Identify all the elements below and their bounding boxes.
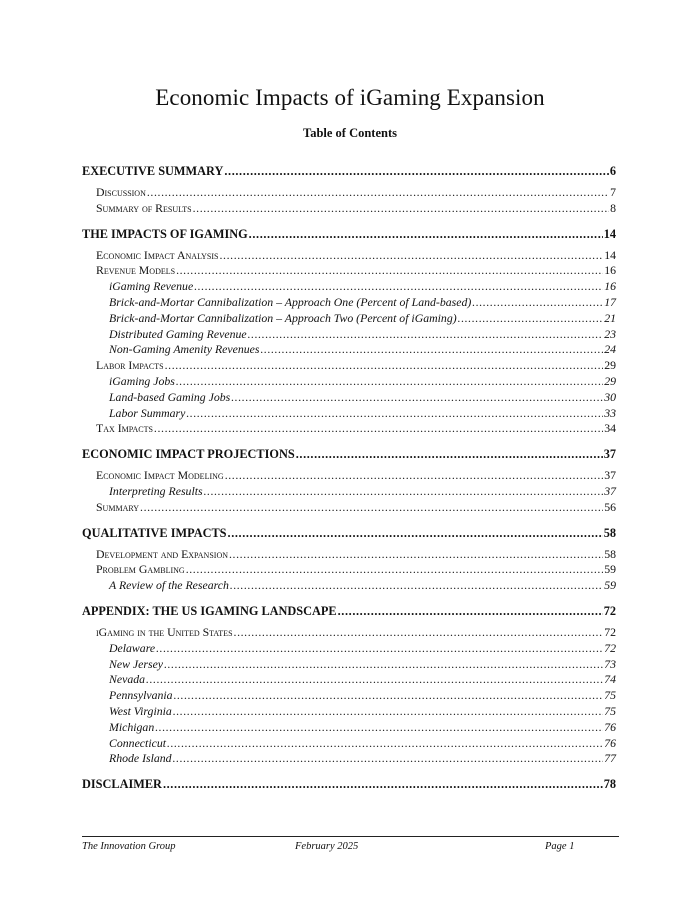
toc-entry-page: 6 — [609, 164, 616, 178]
toc-subsection-entry[interactable] — [82, 468, 616, 484]
toc-subsection-entry[interactable] — [82, 500, 616, 516]
toc-entry-page: 56 — [604, 499, 616, 514]
toc-entry-title: Tax Impacts — [96, 421, 153, 436]
toc-entry-page: 76 — [604, 735, 616, 750]
document-title: Economic Impacts of iGaming Expansion — [155, 85, 545, 110]
toc-dot-leader — [193, 201, 609, 217]
toc-subsection-entry[interactable] — [82, 547, 616, 563]
toc-entry-title: Labor Impacts — [96, 358, 164, 373]
toc-dot-leader — [472, 295, 603, 311]
toc-entry-page: 59 — [604, 562, 616, 577]
toc-section-entry[interactable] — [82, 446, 616, 463]
toc-subsubsection-entry[interactable] — [82, 311, 616, 327]
toc-subsection-entry[interactable] — [82, 185, 616, 201]
toc-dot-leader — [230, 578, 603, 594]
toc-subsubsection-entry[interactable] — [82, 641, 616, 657]
footer-page-number: Page 1 — [545, 841, 575, 852]
toc-subsection-entry[interactable] — [82, 358, 616, 374]
toc-entry-page: 16 — [604, 263, 616, 278]
toc-entry-title: Connecticut — [109, 735, 167, 750]
toc-entry-page: 59 — [604, 578, 616, 593]
toc-subsubsection-entry[interactable] — [82, 704, 616, 720]
toc-subsubsection-entry[interactable] — [82, 342, 616, 358]
toc-entry-page: 34 — [604, 421, 616, 436]
toc-dot-leader — [147, 185, 609, 201]
toc-section-entry[interactable] — [82, 226, 616, 243]
toc-dot-leader — [296, 446, 603, 463]
toc-entry-title: Rhode Island — [109, 751, 172, 766]
toc-dot-leader — [176, 263, 603, 279]
toc-entry-title: Delaware — [109, 640, 156, 655]
toc-dot-leader — [174, 688, 604, 704]
toc-subsection-entry[interactable] — [82, 625, 616, 641]
toc-subsubsection-entry[interactable] — [82, 390, 616, 406]
toc-subsubsection-entry[interactable] — [82, 657, 616, 673]
toc-dot-leader — [220, 248, 604, 264]
toc-subsection-entry[interactable] — [82, 562, 616, 578]
toc-entry-page: 75 — [604, 703, 616, 718]
toc-entry-title: Economic Impact Analysis — [96, 247, 219, 262]
toc-entry-page: 16 — [604, 279, 616, 294]
toc-dot-leader — [194, 279, 603, 295]
toc-dot-leader — [248, 327, 604, 343]
toc-entry-page: 30 — [604, 389, 616, 404]
toc-entry-page: 37 — [603, 447, 616, 462]
toc-entry-page: 37 — [604, 468, 616, 483]
toc-entry-title: Pennsylvania — [109, 688, 173, 703]
toc-dot-leader — [458, 311, 604, 327]
toc-entry-title: Summary — [96, 499, 140, 514]
toc-subsubsection-entry[interactable] — [82, 295, 616, 311]
toc-entry-page: 75 — [604, 688, 616, 703]
toc-subsection-entry[interactable] — [82, 201, 616, 217]
toc-dot-leader — [249, 226, 603, 243]
toc-entry-page: 14 — [603, 226, 616, 241]
toc-dot-leader — [224, 163, 609, 180]
toc-entry-title: Summary of Results — [96, 200, 192, 215]
toc-entry-title: Nevada — [109, 672, 146, 687]
toc-entry-title: QUALITATIVE IMPACTS — [82, 525, 227, 540]
toc-entry-title: iGaming Jobs — [109, 373, 175, 388]
toc-entry-page: 8 — [610, 200, 616, 215]
toc-entry-title: Development and Expansion — [96, 546, 228, 561]
toc-entry-page: 77 — [604, 751, 616, 766]
toc-entry-title: Brick-and-Mortar Cannibalization – Approach Two (Percent of iGaming) — [109, 310, 457, 325]
toc-entry-title: THE IMPACTS OF IGAMING — [82, 226, 248, 241]
toc-dot-leader — [186, 406, 603, 422]
toc-dot-leader — [156, 641, 603, 657]
toc-entry-title: APPENDIX: THE US IGAMING LANDSCAPE — [82, 603, 337, 618]
toc-dot-leader — [231, 390, 603, 406]
table-of-contents — [82, 163, 616, 793]
toc-entry-page: 72 — [604, 640, 616, 655]
toc-entry-page: 17 — [604, 294, 616, 309]
toc-entry-title: Non-Gaming Amenity Revenues — [109, 342, 260, 357]
toc-entry-title: West Virginia — [109, 703, 172, 718]
toc-dot-leader — [260, 342, 603, 358]
toc-dot-leader — [154, 421, 603, 437]
toc-subsubsection-entry[interactable] — [82, 736, 616, 752]
toc-entry-title: Economic Impact Modeling — [96, 468, 224, 483]
toc-entry-page: 76 — [604, 719, 616, 734]
toc-section-entry[interactable] — [82, 163, 616, 180]
toc-entry-page: 73 — [604, 656, 616, 671]
footer-rule — [82, 836, 619, 837]
toc-heading: Table of Contents — [303, 126, 397, 140]
toc-entry-page: 58 — [603, 525, 616, 540]
toc-entry-page: 23 — [604, 326, 616, 341]
toc-entry-title: Brick-and-Mortar Cannibalization – Approach One (Percent of Land-based) — [109, 294, 472, 309]
toc-entry-title: iGaming in the United States — [96, 624, 233, 639]
toc-entry-title: ECONOMIC IMPACT PROJECTIONS — [82, 447, 295, 462]
toc-subsection-entry[interactable] — [82, 248, 616, 264]
toc-entry-title: iGaming Revenue — [109, 279, 194, 294]
toc-entry-title: Problem Gambling — [96, 562, 185, 577]
toc-subsubsection-entry[interactable] — [82, 688, 616, 704]
toc-dot-leader — [186, 562, 604, 578]
toc-section-entry[interactable] — [82, 525, 616, 542]
toc-subsubsection-entry[interactable] — [82, 720, 616, 736]
toc-entry-title: Labor Summary — [109, 405, 186, 420]
toc-dot-leader — [167, 736, 603, 752]
toc-entry-page: 29 — [604, 373, 616, 388]
toc-entry-page: 78 — [603, 777, 616, 792]
toc-entry-page: 24 — [604, 342, 616, 357]
toc-entry-page: 72 — [604, 624, 616, 639]
toc-dot-leader — [234, 625, 604, 641]
toc-entry-page: 33 — [604, 405, 616, 420]
toc-section-entry[interactable] — [82, 776, 616, 793]
toc-subsection-entry[interactable] — [82, 421, 616, 437]
toc-entry-page: 14 — [604, 247, 616, 262]
toc-entry-page: 72 — [603, 603, 616, 618]
toc-subsection-entry[interactable] — [82, 263, 616, 279]
toc-dot-leader — [229, 547, 603, 563]
toc-entry-title: New Jersey — [109, 656, 164, 671]
toc-dot-leader — [164, 657, 603, 673]
toc-dot-leader — [228, 525, 603, 542]
toc-entry-title: EXECUTIVE SUMMARY — [82, 164, 224, 178]
toc-entry-page: 29 — [604, 358, 616, 373]
toc-subsubsection-entry[interactable] — [82, 279, 616, 295]
toc-dot-leader — [204, 484, 604, 500]
toc-subsubsection-entry[interactable] — [82, 374, 616, 390]
toc-dot-leader — [173, 751, 604, 767]
toc-subsubsection-entry[interactable] — [82, 751, 616, 767]
toc-subsubsection-entry[interactable] — [82, 406, 616, 422]
toc-entry-page: 37 — [604, 483, 616, 498]
toc-entry-page: 74 — [604, 672, 616, 687]
toc-entry-title: Interpreting Results — [109, 483, 203, 498]
toc-subsubsection-entry[interactable] — [82, 578, 616, 594]
toc-dot-leader — [165, 358, 604, 374]
toc-dot-leader — [163, 776, 603, 793]
toc-entry-title: Distributed Gaming Revenue — [109, 326, 247, 341]
toc-subsubsection-entry[interactable] — [82, 484, 616, 500]
toc-section-entry[interactable] — [82, 603, 616, 620]
footer-date: February 2025 — [295, 841, 359, 852]
toc-entry-title: Michigan — [109, 719, 155, 734]
toc-entry-title: A Review of the Research — [109, 578, 229, 593]
toc-entry-title: Revenue Models — [96, 263, 176, 278]
footer-organization: The Innovation Group — [82, 841, 176, 852]
toc-dot-leader — [155, 720, 603, 736]
toc-dot-leader — [173, 704, 603, 720]
toc-dot-leader — [338, 603, 603, 620]
toc-entry-title: Discussion — [96, 185, 146, 199]
toc-subsubsection-entry[interactable] — [82, 327, 616, 343]
toc-dot-leader — [146, 672, 603, 688]
toc-subsubsection-entry[interactable] — [82, 672, 616, 688]
toc-entry-title: DISCLAIMER — [82, 777, 162, 792]
toc-dot-leader — [176, 374, 603, 390]
toc-entry-page: 21 — [604, 310, 616, 325]
toc-entry-page: 7 — [610, 185, 616, 199]
toc-dot-leader — [140, 500, 603, 516]
toc-entry-page: 58 — [604, 546, 616, 561]
toc-dot-leader — [225, 468, 604, 484]
toc-entry-title: Land-based Gaming Jobs — [109, 389, 231, 404]
